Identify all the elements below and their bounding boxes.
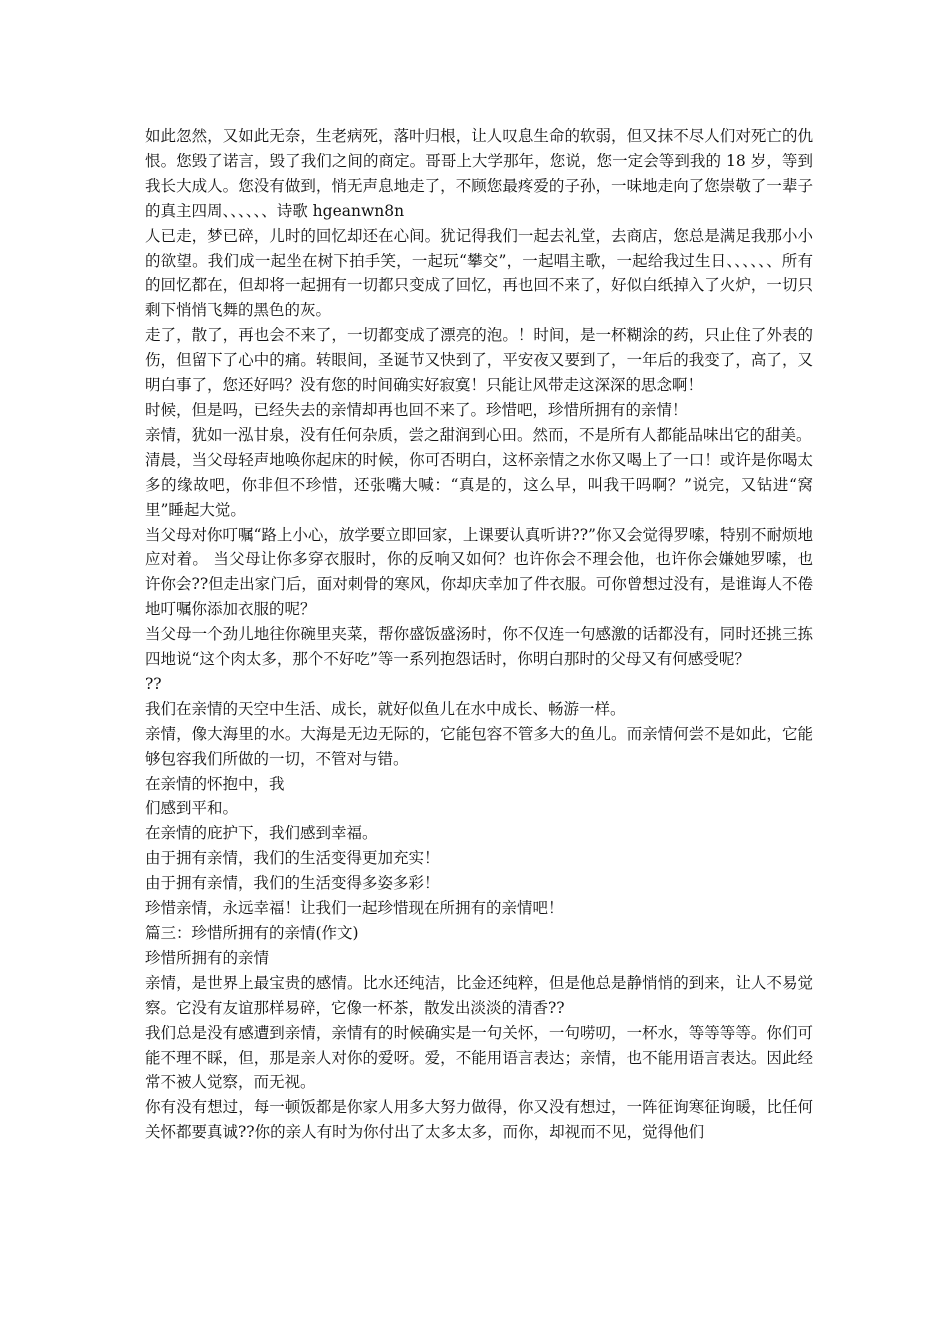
paragraph-10: 我们在亲情的天空中生活、成长，就好似鱼儿在水中成长、畅游一样。 <box>145 699 626 718</box>
paragraph-9: ?? <box>145 674 162 693</box>
section-heading: 篇三：珍惜所拥有的亲情(作文) <box>145 924 359 942</box>
paragraph-12: 在亲情的怀抱中，我 <box>145 774 285 793</box>
paragraph-22: 你有没有想过，每一顿饭都是你家人用多大努力做得，你又没有想过，一阵征询寒征询暖，比任何关怀都要真诚??你的亲人有时为你付出了太多太多，而你，却视而不见，觉得他们 <box>145 1098 813 1142</box>
paragraph-11: 亲情，像大海里的水。大海是无边无际的，它能包容不管多大的鱼儿。而亲情何尝不是如此，它能够包容我们所做的一切，不管对与错。 <box>145 724 813 768</box>
paragraph-17: 珍惜亲情，永远幸福！让我们一起珍惜现在所拥有的亲情吧！ <box>145 899 564 918</box>
paragraph-5: 亲情，犹如一泓甘泉，没有任何杂质，尝之甜润到心田。然而，不是所有人都能品味出它的甜美。 <box>145 425 812 444</box>
paragraph-15: 由于拥有亲情，我们的生活变得更加充实！ <box>145 849 440 868</box>
paragraph-14: 在亲情的庇护下，我们感到幸福。 <box>145 824 378 843</box>
section-title: 珍惜所拥有的亲情 <box>145 948 270 967</box>
document-body <box>145 124 813 1145</box>
paragraph-6: 清晨，当父母轻声地唤你起床的时候，你可否明白，这杯亲情之水你又喝上了一口！或许是你喝太多的缘故吧，你非但不珍惜，还张嘴大喊：“真是的，这么早，叫我干吗啊？”说完，又钻进“窝里”睡起大觉。 <box>145 450 813 519</box>
paragraph-7: 当父母对你叮嘱“路上小心，放学要立即回家，上课要认真听讲??”你又会觉得罗嗦，特别不耐烦地应对着。 当父母让你多穿衣服时，你的反响又如何？也许你会不理会他，也许你会嫌她罗嗦，也许你会??但走出家门后，面对刺骨的寒风，你却庆幸加了件衣服。可你曾想过没有，是谁诲人不倦地叮嘱你添加衣服的呢？ <box>145 525 813 619</box>
paragraph-20: 亲情，是世界上最宝贵的感情。比水还纯洁，比金还纯粹，但是他总是静悄悄的到来，让人不易觉察。它没有友谊那样易碎，它像一杯茶，散发出淡淡的清香?? <box>145 973 813 1017</box>
paragraph-1: 如此忽然，又如此无奈，生老病死，落叶归根，让人叹息生命的软弱，但又抹不尽人们对死亡的仇恨。您毁了诺言，毁了我们之间的商定。哥哥上大学那年，您说，您一定会等到我的 18 岁，等到我长大成人。您没有做到，悄无声息地走了，不顾您最疼爱的子孙，一味地走向了您崇敬了一辈子的真主四周、、、、、、诗歌 hgeanwn8n <box>145 127 813 220</box>
paragraph-21: 我们总是没有感遭到亲情，亲情有的时候确实是一句关怀，一句唠叨，一杯水，等等等等。你们可能不理不睬，但，那是亲人对你的爱呀。爱，不能用语言表达；亲情，也不能用语言表达。因此经常不被人觉察，而无视。 <box>145 1023 813 1092</box>
paragraph-2: 人已走，梦已碎，儿时的回忆却还在心间。犹记得我们一起去礼堂，去商店，您总是满足我那小小的欲望。我们成一起坐在树下拍手笑，一起玩“攀交”，一起唱主歌，一起给我过生日、、、、、、所有的回忆都在，但却将一起拥有一切都只变成了回忆，再也回不来了，好似白纸掉入了火炉，一切只剩下悄悄飞舞的黑色的灰。 <box>145 226 813 320</box>
paragraph-8: 当父母一个劲儿地往你碗里夹菜，帮你盛饭盛汤时，你不仅连一句感激的话都没有，同时还挑三拣四地说“这个肉太多，那个不好吃”等一系列抱怨话时，你明白那时的父母又有何感受呢？ <box>145 625 813 669</box>
paragraph-3: 走了，散了，再也会不来了，一切都变成了漂亮的泡。！时间，是一杯糊涂的药，只止住了外表的伤，但留下了心中的痛。转眼间，圣诞节又快到了，平安夜又要到了，一年后的我变了，高了，又明白事了，您还好吗？没有您的时间确实好寂寞！只能让风带走这深深的思念啊！ <box>145 326 813 395</box>
paragraph-16: 由于拥有亲情，我们的生活变得多姿多彩！ <box>145 874 440 893</box>
paragraph-13: 们感到平和。 <box>145 799 239 818</box>
paragraph-4: 时候，但是吗，已经失去的亲情却再也回不来了。珍惜吧，珍惜所拥有的亲情！ <box>145 400 688 419</box>
